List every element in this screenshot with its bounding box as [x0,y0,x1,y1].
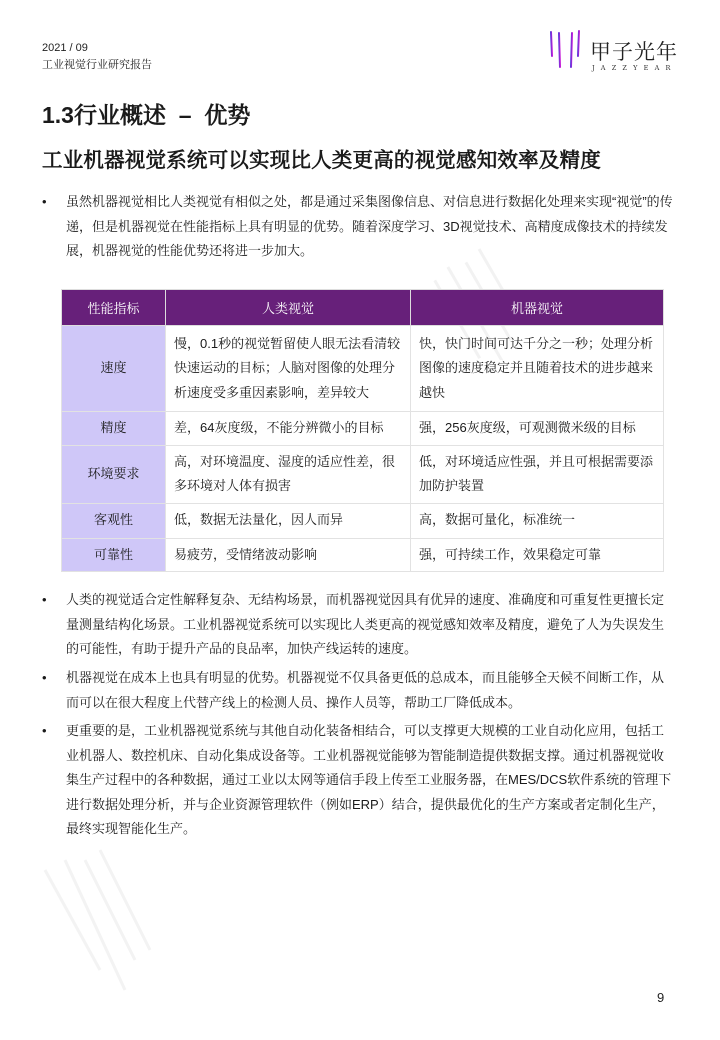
watermark-logo-bottom [40,840,340,1000]
bullet-cost [42,666,674,715]
logo-text-en: JAZZYEAR [592,64,677,72]
report-date: 2021 / 09 [42,42,88,54]
logo-text-cn: 甲子光年 [590,40,678,64]
bullet-dot: • [42,194,47,209]
col-header-machine: 机器视觉 [411,290,664,326]
human-cell: 差，64灰度级，不能分辨微小的目标 [166,412,411,446]
human-cell: 易疲劳，受情绪波动影响 [166,538,411,572]
col-header-human: 人类视觉 [166,290,411,326]
machine-cell: 高，数据可量化，标准统一 [411,503,664,538]
page-number: 9 [657,990,665,1005]
bullet-dot: • [42,670,47,685]
human-cell: 低，数据无法量化，因人而异 [166,503,411,538]
section-title: 1.3行业概述 – 优势 [42,102,251,128]
col-header-metric: 性能指标 [62,290,166,326]
machine-cell: 低，对环境适应性强，并且可根据需要添加防护装置 [411,445,664,503]
logo-bars-icon [548,28,582,84]
human-cell: 高，对环境温度、湿度的适应性差，很多环境对人体有损害 [166,445,411,503]
bullet-human-vs-machine [42,588,674,662]
bullet-text: 人类的视觉适合定性解释复杂、无结构场景，而机器视觉因具有优异的速度、准确度和可重复性更擅长定量测量结构化场景。工业机器视觉系统可以实现比人类更高的视觉感知效率及精度，避免了人为失误发生的可能性，有助于提升产品的良品率，加快产线运转的速度。 [66,592,665,656]
metric-cell: 客观性 [62,503,166,538]
bullet-automation [42,719,674,842]
human-cell: 慢，0.1秒的视觉暂留使人眼无法看清较快速运动的目标；人脑对图像的处理分析速度受多重因素影响，差异较大 [166,326,411,412]
brand-logo [548,26,688,88]
bullet-intro [42,190,674,264]
metric-cell: 环境要求 [62,445,166,503]
page-subtitle: 工业机器视觉系统可以实现比人类更高的视觉感知效率及精度 [42,149,601,172]
metric-cell: 精度 [62,412,166,446]
bullet-text: 虽然机器视觉相比人类视觉有相似之处，都是通过采集图像信息、对信息进行数据化处理来实现“视觉”的传递，但是机器视觉在性能指标上具有明显的优势。随着深度学习、3D视觉技术、高精度成像技术的持续发展，机器视觉的性能优势还将进一步加大。 [66,194,673,258]
table-row [62,538,664,572]
bullet-dot: • [42,723,47,738]
comparison-table [61,289,664,572]
metric-cell: 可靠性 [62,538,166,572]
machine-cell: 强，256灰度级，可观测微米级的目标 [411,412,664,446]
header-meta [42,40,152,74]
table-row [62,326,664,412]
table-row [62,412,664,446]
machine-cell: 快，快门时间可达千分之一秒；处理分析图像的速度稳定并且随着技术的进步越来越快 [411,326,664,412]
table-header-row [62,290,664,326]
machine-cell: 强，可持续工作，效果稳定可靠 [411,538,664,572]
report-title: 工业视觉行业研究报告 [42,59,152,71]
table-row [62,503,664,538]
bullet-dot: • [42,592,47,607]
bullet-text: 更重要的是，工业机器视觉系统与其他自动化装备相结合，可以支撑更大规模的工业自动化应用，包括工业机器人、数控机床、自动化集成设备等。工业机器视觉能够为智能制造提供数据支撑。通过机器视觉收集生产过程中的各种数据，通过工业以太网等通信手段上传至工业服务器，在MES/DCS软件系统的管理下进行数据处理分析，并与企业资源管理软件（例如ERP）结合，提供最优化的生产方案或者定制化生产，最终实现智能化生产。 [66,723,672,836]
metric-cell: 速度 [62,326,166,412]
bullet-text: 机器视觉在成本上也具有明显的优势。机器视觉不仅具备更低的总成本，而且能够全天候不间断工作，从而可以在很大程度上代替产线上的检测人员、操作人员等，帮助工厂降低成本。 [66,670,665,710]
table-row [62,445,664,503]
